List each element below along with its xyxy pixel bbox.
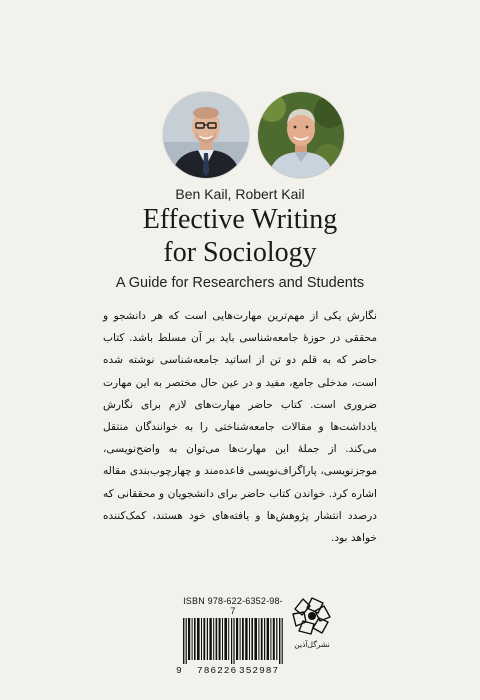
isbn-barcode (176, 596, 283, 677)
author-photo-ben-kail (163, 92, 249, 178)
book-stack-logo-icon (290, 594, 334, 638)
publisher-name: نشرگل‌آذین (294, 640, 330, 649)
barcode-digit-first: 9 (176, 665, 182, 676)
book-title-line-1: Effective Writing (142, 204, 338, 235)
back-cover-blurb (103, 305, 377, 549)
book-title-line-2: for Sociology (163, 237, 317, 268)
blurb-text: نگارش یکی از مهم‌ترین مهارت‌هایی است که هر دانشجو و محققی در حوزهٔ جامعه‌شناسی باید بر آن مسلط باشد. کتاب حاضر که به قلم دو تن از اساتید جامعه‌شناسی نوشته شده است، مدخلی جامع، مفید و در عین حال مختصر به این مهارت ضروری است. کتاب حاضر مهارت‌های لازم برای نگارش یادداشت‌ها و مقالات جامعه‌شناختی را به خوانندگان منتقل می‌کند. از جملهٔ این مهارت‌ها می‌توان به واضح‌نویسی، موجزنویسی، پاراگراف‌نویسی قاعده‌مند و چهارچوب‌بندی مقاله اشاره کرد. خواندن کتاب حاضر برای دانشجویان و محققانی که درصدد انتشار پژوهش‌ها و یافته‌های خود هستند، کمک‌کننده خواهد بود. (103, 310, 377, 545)
author-photo-robert-kail (258, 92, 344, 178)
publisher-block (284, 594, 340, 649)
book-title (0, 203, 480, 269)
barcode-digits (176, 665, 283, 677)
barcode-digits-group-2: 352987 (239, 665, 280, 676)
barcode-icon (183, 618, 283, 664)
barcode-digits-group-1: 786226 (197, 665, 238, 676)
book-subtitle: A Guide for Researchers and Students (115, 275, 365, 291)
isbn-text: ISBN 978-622-6352-98-7 (183, 596, 283, 616)
author-names: Ben Kail, Robert Kail (175, 186, 305, 202)
